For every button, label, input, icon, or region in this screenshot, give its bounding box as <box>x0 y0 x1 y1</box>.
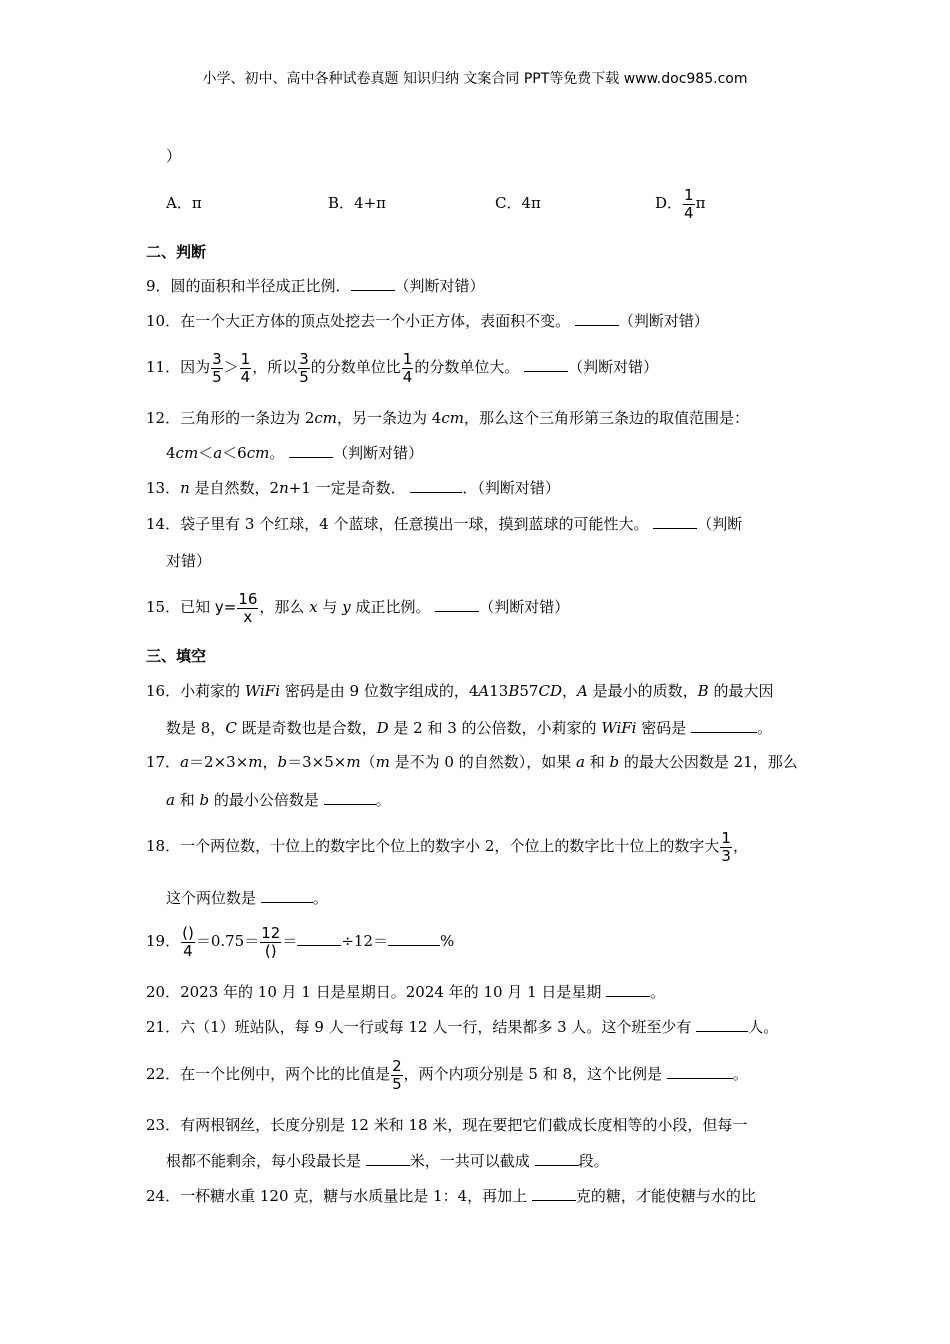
question-17-line-1: 17．a＝2×3×m，b＝3×5×m（m 是不为 0 的自然数），如果 a 和 b 的最大公因数是 21，那么 <box>146 753 798 771</box>
question-11: 11．因为 $\frac{3}{5}$ ＞ $\frac{1}{4}$ ，所以 $\frac{3}{5}$ 的分数单位比 $\frac{1}{4}$ 的分数单位大。 （判断对错） <box>146 349 659 386</box>
question-23-line-2: 根都不能剩余，每小段最长是 米，一共可以截成 段。 <box>166 1152 609 1170</box>
question-16-line-2: 数是 8，C 既是奇数也是合数，D 是 2 和 3 的公倍数，小莉家的 WiFi 密码是 。 <box>166 719 773 737</box>
question-18-line-2: 这个两位数是 。 <box>166 889 328 907</box>
q8-option-b: B．4+π <box>328 194 386 212</box>
question-17-line-2: a 和 b 的最小公倍数是 。 <box>166 791 391 809</box>
question-16-line-1: 16．小莉家的 WiFi 密码是由 9 位数字组成的，4A13B57CD，A 是最小的质数，B 的最大因 <box>146 682 774 700</box>
answer-blank <box>667 1064 733 1079</box>
fraction: $\frac{1}{3}$ <box>721 828 731 865</box>
answer-blank <box>435 597 479 612</box>
section-fill-title: 三、填空 <box>146 647 207 665</box>
fraction: $\frac{3}{5}$ <box>212 349 222 386</box>
answer-blank <box>351 276 395 291</box>
fraction: $\frac{2}{5}$ <box>392 1056 402 1093</box>
answer-blank <box>388 931 440 946</box>
fraction: $\frac{1}{4}$ <box>240 349 251 386</box>
answer-blank <box>289 443 333 458</box>
answer-blank <box>366 1151 410 1166</box>
answer-blank <box>261 888 313 903</box>
fraction: $\frac{3}{5}$ <box>299 349 309 386</box>
continued-paren: ） <box>166 147 182 165</box>
answer-blank <box>696 1017 748 1032</box>
question-22: 22．在一个比例中，两个比的比值是 $\frac{2}{5}$ ，两个内项分别是 5 和 8，这个比例是 。 <box>146 1056 748 1093</box>
answer-blank <box>324 790 376 805</box>
answer-blank <box>606 982 650 997</box>
answer-blank <box>410 478 462 493</box>
answer-blank <box>532 1186 576 1201</box>
question-10: 10．在一个大正方体的顶点处挖去一个小正方体，表面积不变。 （判断对错） <box>146 312 709 330</box>
question-12-line-2: 4cm＜a＜6cm。 （判断对错） <box>166 444 424 462</box>
q8-option-a: A．π <box>166 194 202 212</box>
answer-blank <box>524 357 568 372</box>
fraction: $\frac{16}{x}$ <box>238 589 258 626</box>
question-12-line-1: 12．三角形的一条边为 2cm，另一条边为 4cm，那么这个三角形第三条边的取值范围是： <box>146 409 749 427</box>
fraction: $\frac{1}{4}$ <box>402 349 413 386</box>
page-header: 小学、初中、高中各种试卷真题 知识归纳 文案合同 PPT等免费下载 www.doc985.com <box>202 71 748 87</box>
question-24: 24．一杯糖水重 120 克，糖与水质量比是 1：4，再加上 克的糖，才能使糖与水的比 <box>146 1187 756 1205</box>
question-19: 19． $\frac{()}{4}$ ＝0.75＝ $\frac{12}{()}$ ＝ ÷12＝ % <box>146 923 455 960</box>
question-13: 13．n 是自然数，2n+1 一定是奇数． ．（判断对错） <box>146 479 560 497</box>
answer-blank <box>691 718 757 733</box>
section-judge-title: 二、判断 <box>146 243 207 261</box>
fraction: $\frac{1}{4}$ <box>684 185 694 222</box>
q8-option-d: D． $\frac{1}{4}$ π <box>655 185 706 222</box>
question-23-line-1: 23．有两根钢丝，长度分别是 12 米和 18 米，现在要把它们截成长度相等的小段，但每一 <box>146 1116 748 1134</box>
fraction: $\frac{12}{()}$ <box>261 923 281 960</box>
question-9: 9．圆的面积和半径成正比例． （判断对错） <box>146 277 485 295</box>
question-14-line-2: 对错） <box>166 552 212 570</box>
answer-blank <box>653 514 697 529</box>
answer-blank <box>297 931 341 946</box>
question-21: 21．六（1）班站队，每 9 人一行或每 12 人一行，结果都多 3 人。这个班至少有 人。 <box>146 1018 779 1036</box>
question-15: 15．已知 y= $\frac{16}{x}$ ，那么 x 与 y 成正比例。 （判断对错） <box>146 589 570 626</box>
answer-blank <box>575 311 619 326</box>
question-14-line-1: 14．袋子里有 3 个红球，4 个蓝球，任意摸出一球，摸到蓝球的可能性大。 （判断 <box>146 515 743 533</box>
question-18-line-1: 18．一个两位数，十位上的数字比个位上的数字小 2，个位上的数字比十位上的数字大 $\frac{1}{3}$ ， <box>146 828 748 865</box>
answer-blank <box>535 1151 579 1166</box>
question-20: 20．2023 年的 10 月 1 日是星期日。2024 年的 10 月 1 日是星期 。 <box>146 983 666 1001</box>
fraction: $\frac{()}{4}$ <box>182 923 194 960</box>
q8-option-c: C．4π <box>495 194 541 212</box>
